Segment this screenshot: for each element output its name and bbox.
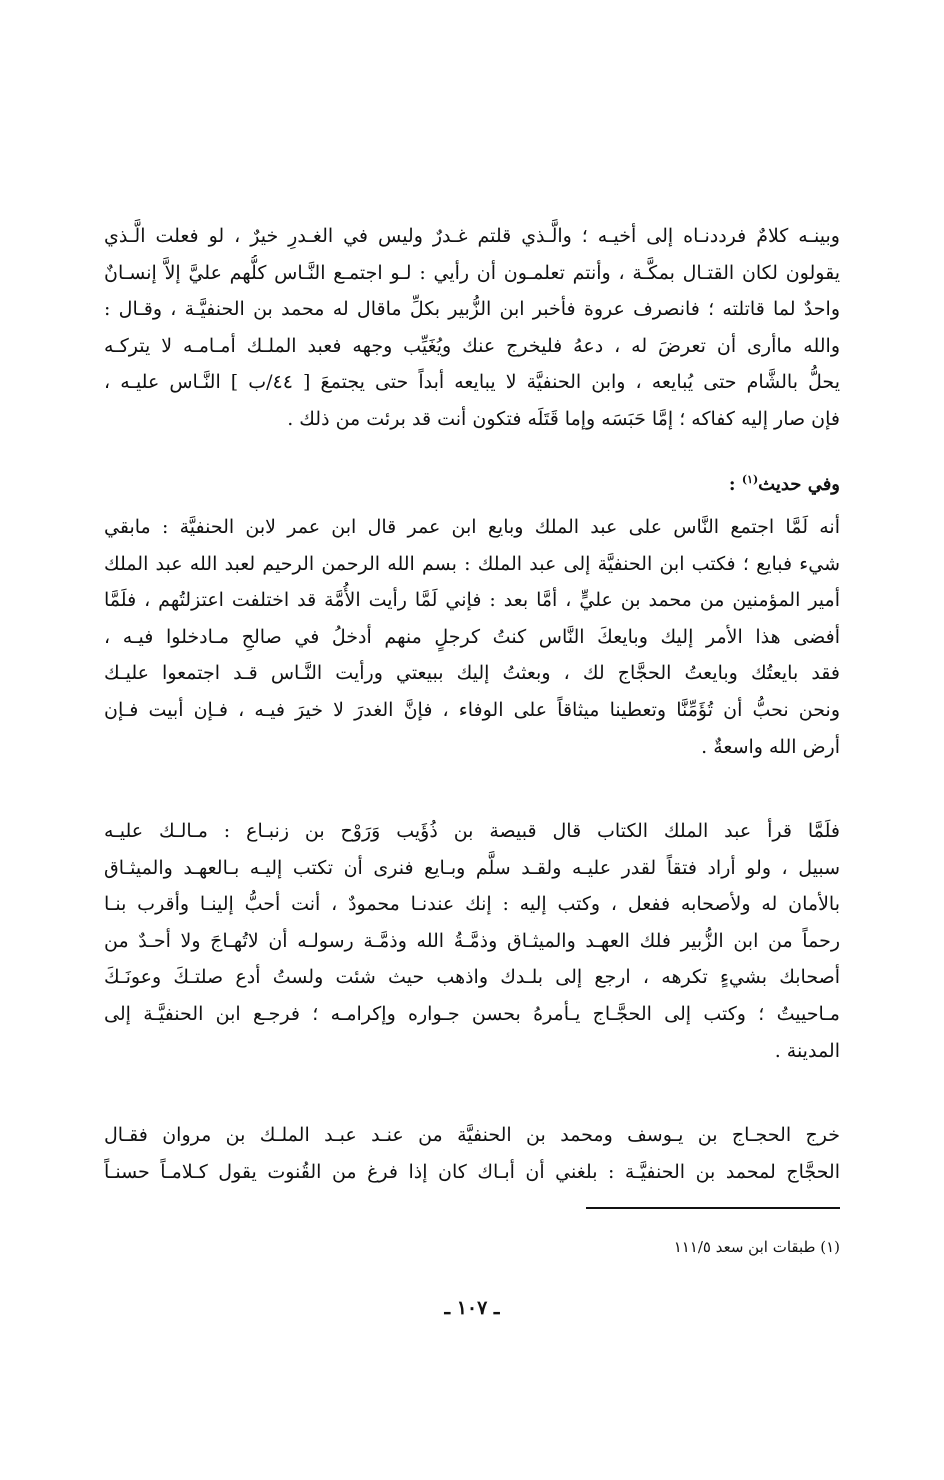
text-line: يقولون لكان القتـال بمكَّـة ، وأنتم تعلمـون أن رأيي : لـو اجتمـع النَّـاس كلُّهم عليَّ إلاَّ إنسـانٌ [104, 261, 840, 284]
page-number: ـ ١٠٧ ـ [444, 1297, 500, 1319]
text-line: بالأمان له ولأصحابه ففعل ، وكتب إليه : إنك عندنـا محمودٌ ، أنت أحبُّ إلينـا وأقرب بنـا [104, 893, 840, 916]
text-line: خرج الحجـاج بن يـوسف ومحمد بن الحنفيَّة من عنـد عبـد الملـك بن مروان فقـال [104, 1124, 840, 1146]
text-line: مـاحييتُ ؛ وكتب إلى الحجَّـاج يـأمرهُ بحسن جـواره وإكرامـه ؛ فرجـع ابن الحنفيَّـة إلى [104, 1002, 840, 1025]
footnote: (١) طبقات ابن سعد ١١١/٥ [673, 1238, 840, 1256]
text-line: يحلُّ بالشَّام حتى يُبايعه ، وابن الحنفيَّة لا يبايعه أبداً حتى يجتمعَ [ ٤٤/ب ] النَّـاس عليـه ، [104, 371, 840, 394]
text-line: والله ماأرى أن تعرضَ له ، دعهُ فليخرج عنك ويُغَيِّب وجهه فعبد الملـك أمـامـه لا يتركـه [104, 334, 840, 357]
footnote-divider [586, 1207, 840, 1209]
paragraph-1 [104, 218, 840, 438]
text-line: شيء فبايع ؛ فكتب ابن الحنفيَّة إلى عبد الملك : بسم الله الرحمن الرحيم لعبد الله عبد الملك [104, 552, 840, 575]
paragraph-2 [104, 509, 840, 765]
text-line: رحماً من ابن الزُّبير فلك العهـد والميثـاق وذمَّـةُ الله وذمَّـة رسولـه أن لاتُهـاجَ ولا أحـدٌ من [104, 929, 840, 952]
text-line: فإن صار إليه كفاكه ؛ إمَّا حَبَسَه وإما قَتَلَه فتكون أنت قد برئت من ذلك . [287, 407, 840, 430]
text-line: الحجَّاج لمحمد بن الحنفيَّـة : بلغني أن أبـاك كان إذا فرغ من القُنوت يقول كـلامـاً حسنـاً [104, 1160, 840, 1183]
text-line: وبينـه كلامٌ فرددنـاه إلى أخيـه ؛ والَّـذي قلتم غـدرٌ وليس في الغـدرِ خيرٌ ، لو فعلت الَّـذي [104, 225, 840, 247]
text-line: المدينة . [774, 1039, 840, 1062]
paragraph-3 [104, 813, 840, 1069]
text-line: ونحن نحبُّ أن تُؤَمِّنَّا وتعطينا ميثاقاً على الوفاء ، فإنَّ الغدرَ لا خيرَ فيـه ، فـإن أبيت فـإن [104, 698, 840, 721]
footnote-marker: (١) [741, 473, 759, 486]
text-line: فقد بايعتُك وبايعتُ الحجَّاج لك ، وبعثتُ إليك ببيعتي ورأيت النَّـاس قـد اجتمعوا عليـك [104, 662, 840, 685]
paragraph-4 [104, 1117, 840, 1190]
text-line: أرض الله واسعةٌ . [701, 735, 840, 758]
heading-suffix: : [728, 474, 742, 495]
section-heading [729, 473, 840, 495]
text-line: واحدٌ لما قاتلته ؛ فانصرف عروة فأخبر ابن الزُّبير بكلِّ ماقال له محمد بن الحنفيَّـة ، وقـال : [104, 298, 840, 321]
text-line: سبيل ، ولو أراد فتقاً لقدر عليـه ولقـد سلَّم وبـايع فنرى أن تكتب إليـه بـالعهـد والميثـاق [104, 856, 840, 879]
text-line: فلَمَّا قرأ عبد الملك الكتاب قال قبيصة بن ذُؤَيب وَرَوْح بن زنبـاع : مـالـك عليـه [104, 820, 840, 842]
heading-text: وفي حديث [758, 474, 840, 495]
text-line: أفضى هذا الأمر إليك وبايعكَ النَّاس كنتُ كرجلٍ منهم أدخلُ في صالحِ مـادخلوا فيـه ، [104, 625, 840, 648]
text-line: أصحابك بشيءٍ تكرهه ، ارجع إلى بلـدك واذهب حيث شئت ولستُ أدع صلتـكَ وعونَـكَ [104, 966, 840, 989]
text-line: أمير المؤمنين من محمد بن عليٍّ ، أمَّا بعد : فإني لَمَّا رأيت الأُمَّة قد اختلفت اعتزلتُهم ، فلَمَّا [104, 589, 840, 612]
text-line: أنه لَمَّا اجتمع النَّاس على عبد الملك وبايع ابن عمر قال ابن عمر لابن الحنفيَّة : مابقي [104, 516, 840, 538]
